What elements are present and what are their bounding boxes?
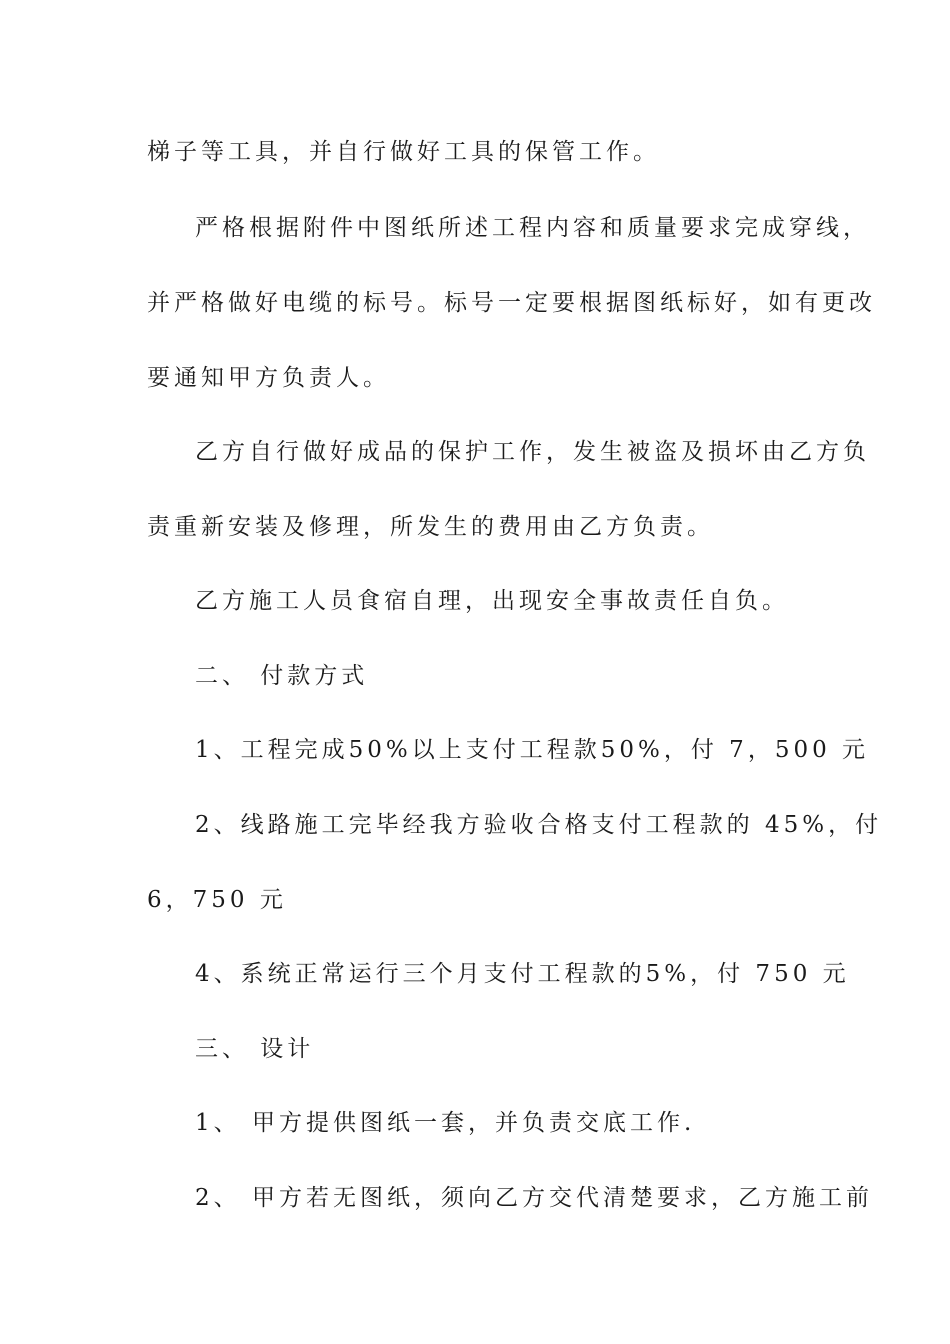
text-line: 乙方施工人员食宿自理，出现安全事故责任自负。: [195, 588, 789, 614]
text-line: 4、系统正常运行三个月支付工程款的5%，付 750 元: [195, 961, 850, 987]
text-line: 6，750 元: [147, 887, 287, 913]
text-line: 梯子等工具，并自行做好工具的保管工作。: [147, 139, 660, 165]
text-line: 2、 甲方若无图纸，须向乙方交代清楚要求，乙方施工前: [195, 1185, 873, 1211]
text-line: 2、线路施工完毕经我方验收合格支付工程款的 45%，付: [195, 812, 883, 838]
text-line: 严格根据附件中图纸所述工程内容和质量要求完成穿线，: [195, 215, 870, 241]
text-line: 并严格做好电缆的标号。标号一定要根据图纸标好，如有更改: [147, 290, 876, 316]
text-line: 责重新安装及修理，所发生的费用由乙方负责。: [147, 514, 714, 540]
text-line: 乙方自行做好成品的保护工作，发生被盗及损坏由乙方负: [195, 439, 870, 465]
section-heading: 三、 设计: [195, 1036, 315, 1062]
text-line: 要通知甲方负责人。: [147, 365, 390, 391]
text-line: 1、工程完成50%以上支付工程款50%，付 7，500 元: [195, 737, 870, 763]
section-heading: 二、 付款方式: [195, 663, 369, 689]
text-line: 1、 甲方提供图纸一套，并负责交底工作.: [195, 1110, 696, 1136]
